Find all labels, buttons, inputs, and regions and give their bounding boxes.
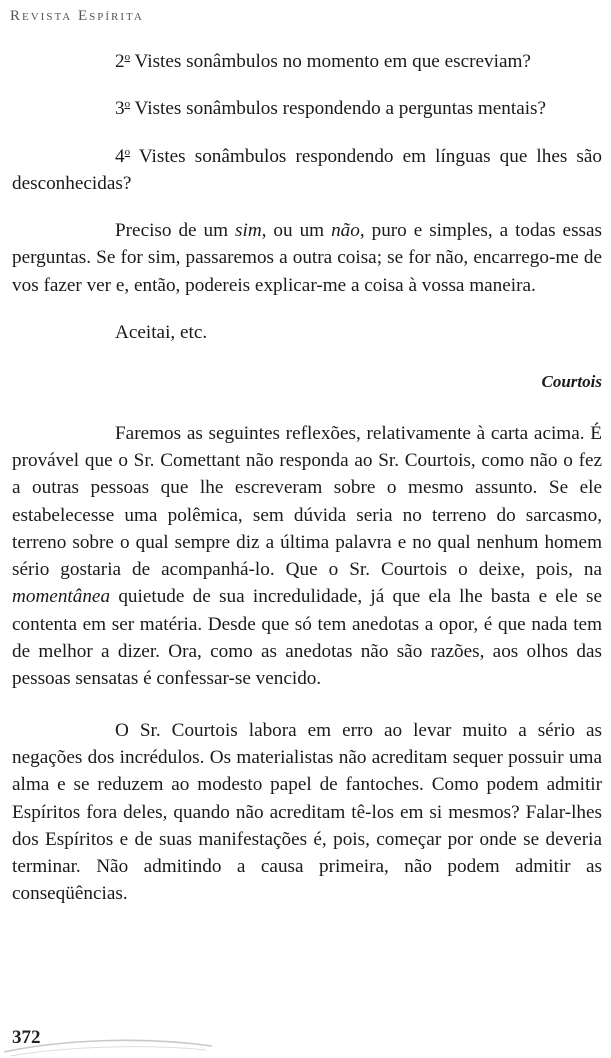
ordinal-mark: o [124, 145, 131, 158]
question-text: Vistes sonâmbulos respondendo em línguas que lhes são desconhecidas? [12, 145, 602, 194]
question-text: Vistes sonâmbulos no momento em que escreviam? [130, 51, 531, 72]
question-number: 2 [115, 51, 125, 72]
text-run: Faremos as seguintes reflexões, relativamente à carta acima. É provável que o Sr. Comettant não responda ao Sr. Courtois, como não o fez a outras pessoas que lhe escreveram sobre o mesmo assunto. Se ele estabelecesse uma polêmica, sem dúvida seria no terreno do sarcasmo, terreno sobre o qual sempre diz a última palavra e no qual nenhum homem sério gostaria de acompanhá-lo. Que o Sr. Courtois o deixe, pois, na [12, 422, 602, 581]
text-run: Preciso de um [115, 220, 236, 242]
question-4 [12, 143, 602, 198]
signature: Courtois [541, 372, 602, 392]
text-run: , puro e simples, a todas essas perguntas. Se for sim, passaremos a outra coisa; se for não, encarrego-me de vos fazer ver e, então, podereis explicar-me a coisa à vossa maneira. [12, 220, 602, 296]
ordinal-mark: o [124, 98, 131, 111]
question-2 [12, 48, 602, 75]
emphasis-sim: sim [235, 220, 262, 242]
question-3 [12, 95, 602, 122]
reflection-paragraph-1 [12, 420, 602, 693]
page-body [12, 48, 602, 908]
emphasis-nao: não [331, 220, 360, 242]
question-text: Vistes sonâmbulos respondendo a perguntas mentais? [130, 98, 547, 120]
question-number: 4 [115, 145, 125, 167]
reflection-paragraph-2: O Sr. Courtois labora em erro ao levar muito a sério as negações dos incrédulos. Os materialistas não acreditam sequer possuir uma alma e se reduzem ao modesto papel de fantoches. Como podem admitir Espíritos fora deles, quando não acreditam tê-los em si mesmos? Falar-lhes dos Espíritos e de suas manifestações é, pois, começar por onde se deveria terminar. Não admitindo a causa primeira, não podem admitir as conseqüências. [12, 719, 602, 905]
text-run: , ou um [261, 220, 332, 242]
question-number: 3 [115, 98, 125, 120]
page-number: 372 [12, 1027, 41, 1048]
ordinal-mark: o [124, 51, 131, 63]
salutation: Aceitai, etc. [115, 322, 208, 344]
running-head: Revista Espírita [10, 8, 144, 24]
text-run: quietude de sua incredulidade, já que ela lhe basta e ele se contenta em ser matéria. Desde que só tem anedotas a opor, é que nada tem de melhor a dizer. Ora, como as anedotas não são razões, aos olhos das pessoas sensatas é confessar-se vencido. [12, 586, 602, 690]
letter-request-paragraph [12, 217, 602, 299]
emphasis-momentanea: momentânea [12, 586, 111, 608]
